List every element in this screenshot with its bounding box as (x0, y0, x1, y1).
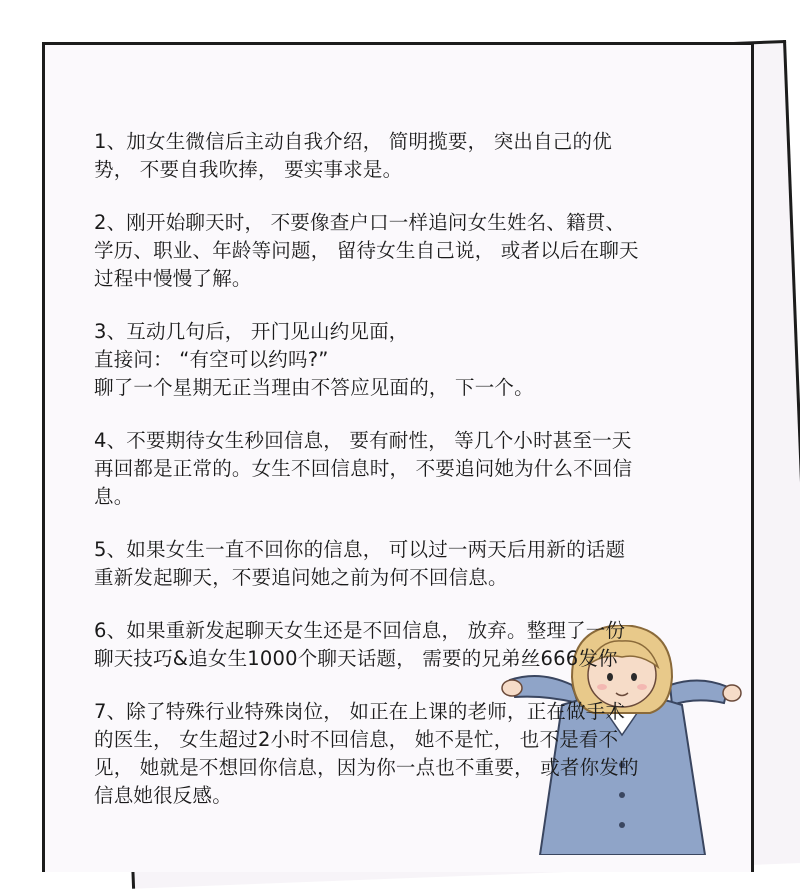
tip-5: 5、如果女生一直不回你的信息， 可以过一两天后用新的话题 重新发起聊天，不要追问她之前为何不回信息。 (94, 538, 626, 589)
tip-4: 4、不要期待女生秒回信息， 要有耐性， 等几个小时甚至一天 再回都是正常的。女生不回信息时， 不要追问她为什么不回信 息。 (94, 429, 633, 508)
tip-3: 3、互动几句后， 开门见山约见面， 直接问： “有空可以约吗?” 聊了一个星期无正当理由不答应见面的， 下一个。 (94, 320, 534, 399)
tip-6: 6、如果重新发起聊天女生还是不回信息， 放弃。整理了一份 聊天技巧&追女生1000个聊天话题， 需要的兄弟丝666发你 (94, 619, 626, 670)
tips-text (94, 128, 734, 835)
tip-2: 2、刚开始聊天时， 不要像查户口一样追问女生姓名、籍贯、 学历、职业、年龄等问题， 留待女生自己说， 或者以后在聊天 过程中慢慢了解。 (94, 211, 639, 290)
tip-1: 1、加女生微信后主动自我介绍， 简明揽要， 突出自己的优 势， 不要自我吹捧， 要实事求是。 (94, 130, 612, 181)
tip-7: 7、除了特殊行业特殊岗位， 如正在上课的老师，正在做手术 的医生， 女生超过2小时不回信息， 她不是忙， 也不是看不 见， 她就是不想回你信息，因为你一点也不重要， 或者你发的 信息她很反感。 (94, 700, 639, 807)
